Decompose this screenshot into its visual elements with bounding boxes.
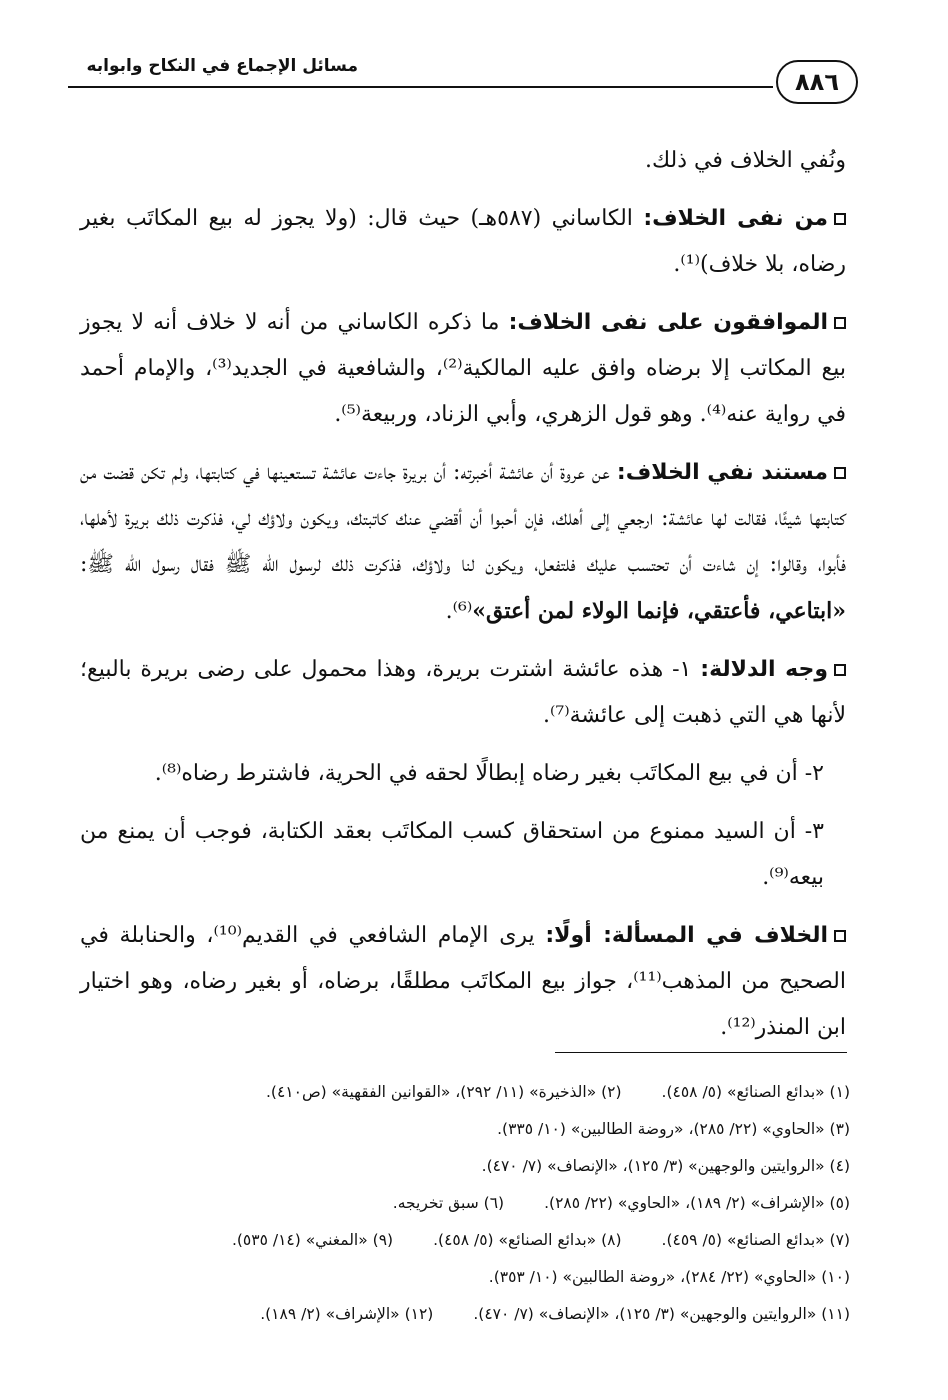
paragraph-point-3: ٣- أن السيد ممنوع من استحقاق كسب المكاتَب بعقد الكتابة، فوجب أن يمنع من بيعه⁽⁹⁾. <box>80 819 824 890</box>
paragraph-intro: ونُفي الخلاف في ذلك. <box>644 148 846 173</box>
footnote-divider <box>555 1052 847 1053</box>
footnote: (٥) «الإشراف» (٢/ ١٨٩)، «الحاوي» (٢٢/ ٢٨٥). <box>544 1194 850 1212</box>
section-heading: وجه الدلالة: <box>700 657 828 682</box>
footnote: (٦) سبق تخريجه. <box>392 1194 505 1212</box>
hadith-quote: «ابتاعي، فأعتقي، فإنما الولاء لمن أعتق» <box>472 598 846 624</box>
header-rule <box>68 86 773 88</box>
footnote-line <box>80 1185 850 1222</box>
square-bullet-icon <box>834 930 846 942</box>
paragraph-indication: وجه الدلالة: ١- هذه عائشة اشترت بريرة، وهذا محمول على رضى بريرة بالبيع؛ لأنها هي التي ذهبت إلى عائشة⁽⁷⁾. <box>80 657 846 728</box>
section-heading: من نفى الخلاف: <box>643 206 828 231</box>
footnote-line <box>80 1222 850 1259</box>
paragraph-disagreement: الخلاف في المسألة: أولًا: يرى الإمام الشافعي في القديم⁽¹⁰⁾، والحنابلة في الصحيح من المذهب⁽¹¹⁾، جواز بيع المكاتَب مطلقًا، برضاه، أو بغير رضاه، وهو اختيار ابن المنذر⁽¹²⁾. <box>80 923 846 1040</box>
footnote: (٧) «بدائع الصنائع» (٥/ ٤٥٩). <box>661 1231 850 1249</box>
footnote-line <box>80 1296 850 1333</box>
page-number: ٨٨٦ <box>776 60 858 104</box>
footnote: (١٠) «الحاوي» (٢٢/ ٢٨٤)، «روضة الطالبين» (١٠/ ٣٥٣). <box>488 1268 850 1286</box>
section-heading: الموافقون على نفى الخلاف: <box>508 310 828 335</box>
paragraph-point-2: ٢- أن في بيع المكاتَب بغير رضاه إبطالًا لحقه في الحرية، فاشترط رضاه⁽⁸⁾. <box>154 761 824 786</box>
running-title: مسائل الإجماع في النكاح وابوابه <box>86 56 358 76</box>
body-text <box>80 138 846 1063</box>
paragraph-agreers: الموافقون على نفى الخلاف: ما ذكره الكاساني من أنه لا خلاف أنه لا يجوز بيع المكاتب إلا برضاه وافق عليه المالكية⁽²⁾، والشافعية في الجديد⁽³⁾، والإمام أحمد في رواية عنه⁽⁴⁾. وهو قول الزهري، وأبي الزناد، وربيعة⁽⁵⁾. <box>80 310 846 427</box>
footnote: (١) «بدائع الصنائع» (٥/ ٤٥٨). <box>661 1083 850 1101</box>
paragraph-evidence: مستند نفي الخلاف: عن عروة أن عائشة أخبرته: أن بريرة جاءت عائشة تستعينها في كتابتها، ولم تكن قضت من كتابتها شيئًا، فقالت لها عائشة: ارجعي إلى أهلك، فإن أحبوا أن أقضي عنك كاتبتك، ويكون ولاؤك لي، فذكرت ذلك بريرة لأهلها، فأبوا، وقالوا: إن شاءت أن تحتسب عليك فلتفعل، ويكون لنا ولاؤك، فذكرت ذلك لرسول الله ﷺ فقال رسول الله ﷺ: «ابتاعي، فأعتقي، فإنما الولاء لمن أعتق»⁽⁶⁾. <box>80 460 846 624</box>
footnote: (٩) «المغني» (١٤/ ٥٣٥). <box>231 1231 394 1249</box>
footnote-line <box>80 1111 850 1148</box>
footnote-line <box>80 1074 850 1111</box>
square-bullet-icon <box>834 213 846 225</box>
footnote-line <box>80 1259 850 1296</box>
square-bullet-icon <box>834 467 846 479</box>
square-bullet-icon <box>834 317 846 329</box>
square-bullet-icon <box>834 664 846 676</box>
footnote: (١٢) «الإشراف» (٢/ ١٨٩). <box>260 1305 434 1323</box>
footnote: (٣) «الحاوي» (٢٢/ ٢٨٥)، «روضة الطالبين» (١٠/ ٣٣٥). <box>497 1120 850 1138</box>
page-header <box>68 50 858 110</box>
footnote: (٨) «بدائع الصنائع» (٥/ ٤٥٨). <box>433 1231 622 1249</box>
footnotes <box>80 1074 850 1333</box>
footnote-line <box>80 1148 850 1185</box>
footnote: (١١) «الروايتين والوجهين» (٣/ ١٢٥)، «الإنصاف» (٧/ ٤٧٠). <box>473 1305 850 1323</box>
footnote: (٤) «الروايتين والوجهين» (٣/ ١٢٥)، «الإنصاف» (٧/ ٤٧٠). <box>481 1157 850 1175</box>
section-heading: مستند نفي الخلاف: <box>616 460 828 485</box>
paragraph-negation: من نفى الخلاف: الكاساني (٥٨٧هـ) حيث قال: (ولا يجوز له بيع المكاتَب بغير رضاه، بلا خلاف)⁽¹⁾. <box>80 206 846 277</box>
footnote: (٢) «الذخيرة» (١١/ ٢٩٢)، «القوانين الفقهية» (ص٤١٠). <box>265 1083 622 1101</box>
section-heading: الخلاف في المسألة: أولًا: <box>545 923 829 948</box>
